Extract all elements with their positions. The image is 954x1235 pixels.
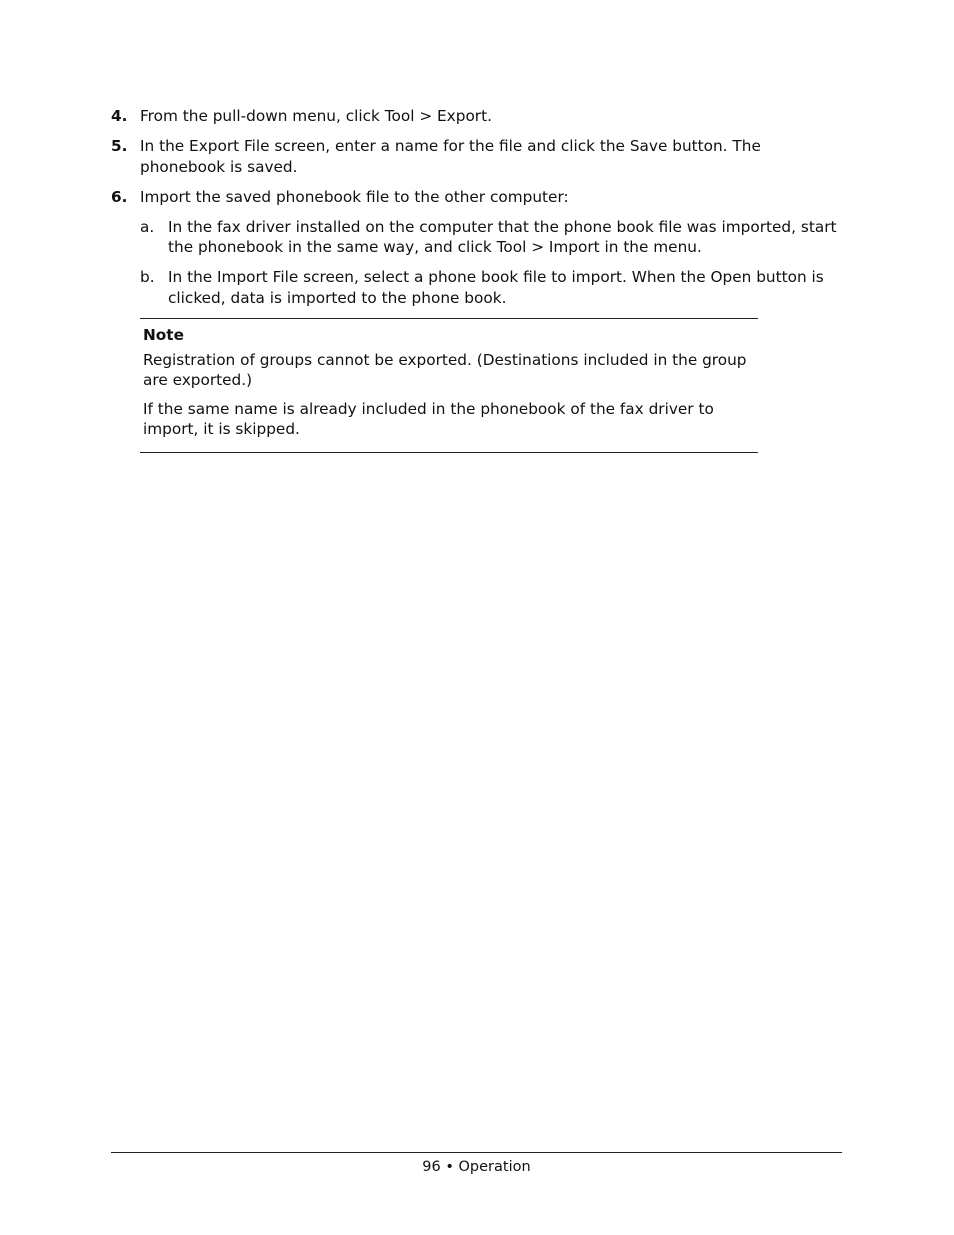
substep-text: In the Import File screen, select a phone book file to import. When the Open button is clicked, data is imported to the phone book. (168, 268, 824, 307)
step-number: 6. (111, 187, 128, 206)
substep-a (140, 217, 841, 258)
footer-text: 96 • Operation (422, 1159, 531, 1175)
page-content (111, 106, 841, 453)
note-paragraph: Registration of groups cannot be exported. (Destinations included in the group are exported.) (143, 350, 747, 389)
step-4 (111, 106, 841, 127)
step-number: 4. (111, 107, 128, 125)
step-text: Import the saved phonebook file to the other computer: (140, 187, 569, 206)
substep-letter: a. (140, 217, 155, 236)
step-text: In the Export File screen, enter a name for the file and click the Save button. The phonebook is saved. (140, 137, 761, 176)
step-6 (111, 187, 841, 208)
step-6-substeps (140, 217, 841, 309)
substep-text: In the fax driver installed on the computer that the phone book file was imported, start the phonebook in the same way, and click Tool > Import in the menu. (168, 217, 837, 256)
substep-letter: b. (140, 268, 155, 286)
note-paragraph: If the same name is already included in the phonebook of the fax driver to import, it is skipped. (143, 399, 714, 438)
step-number: 5. (111, 137, 128, 155)
note-title: Note (143, 326, 184, 344)
substep-b (140, 267, 841, 308)
note-box (140, 318, 758, 453)
step-5 (111, 136, 841, 177)
step-text: From the pull-down menu, click Tool > Export. (140, 107, 492, 125)
page-footer (111, 1152, 842, 1178)
